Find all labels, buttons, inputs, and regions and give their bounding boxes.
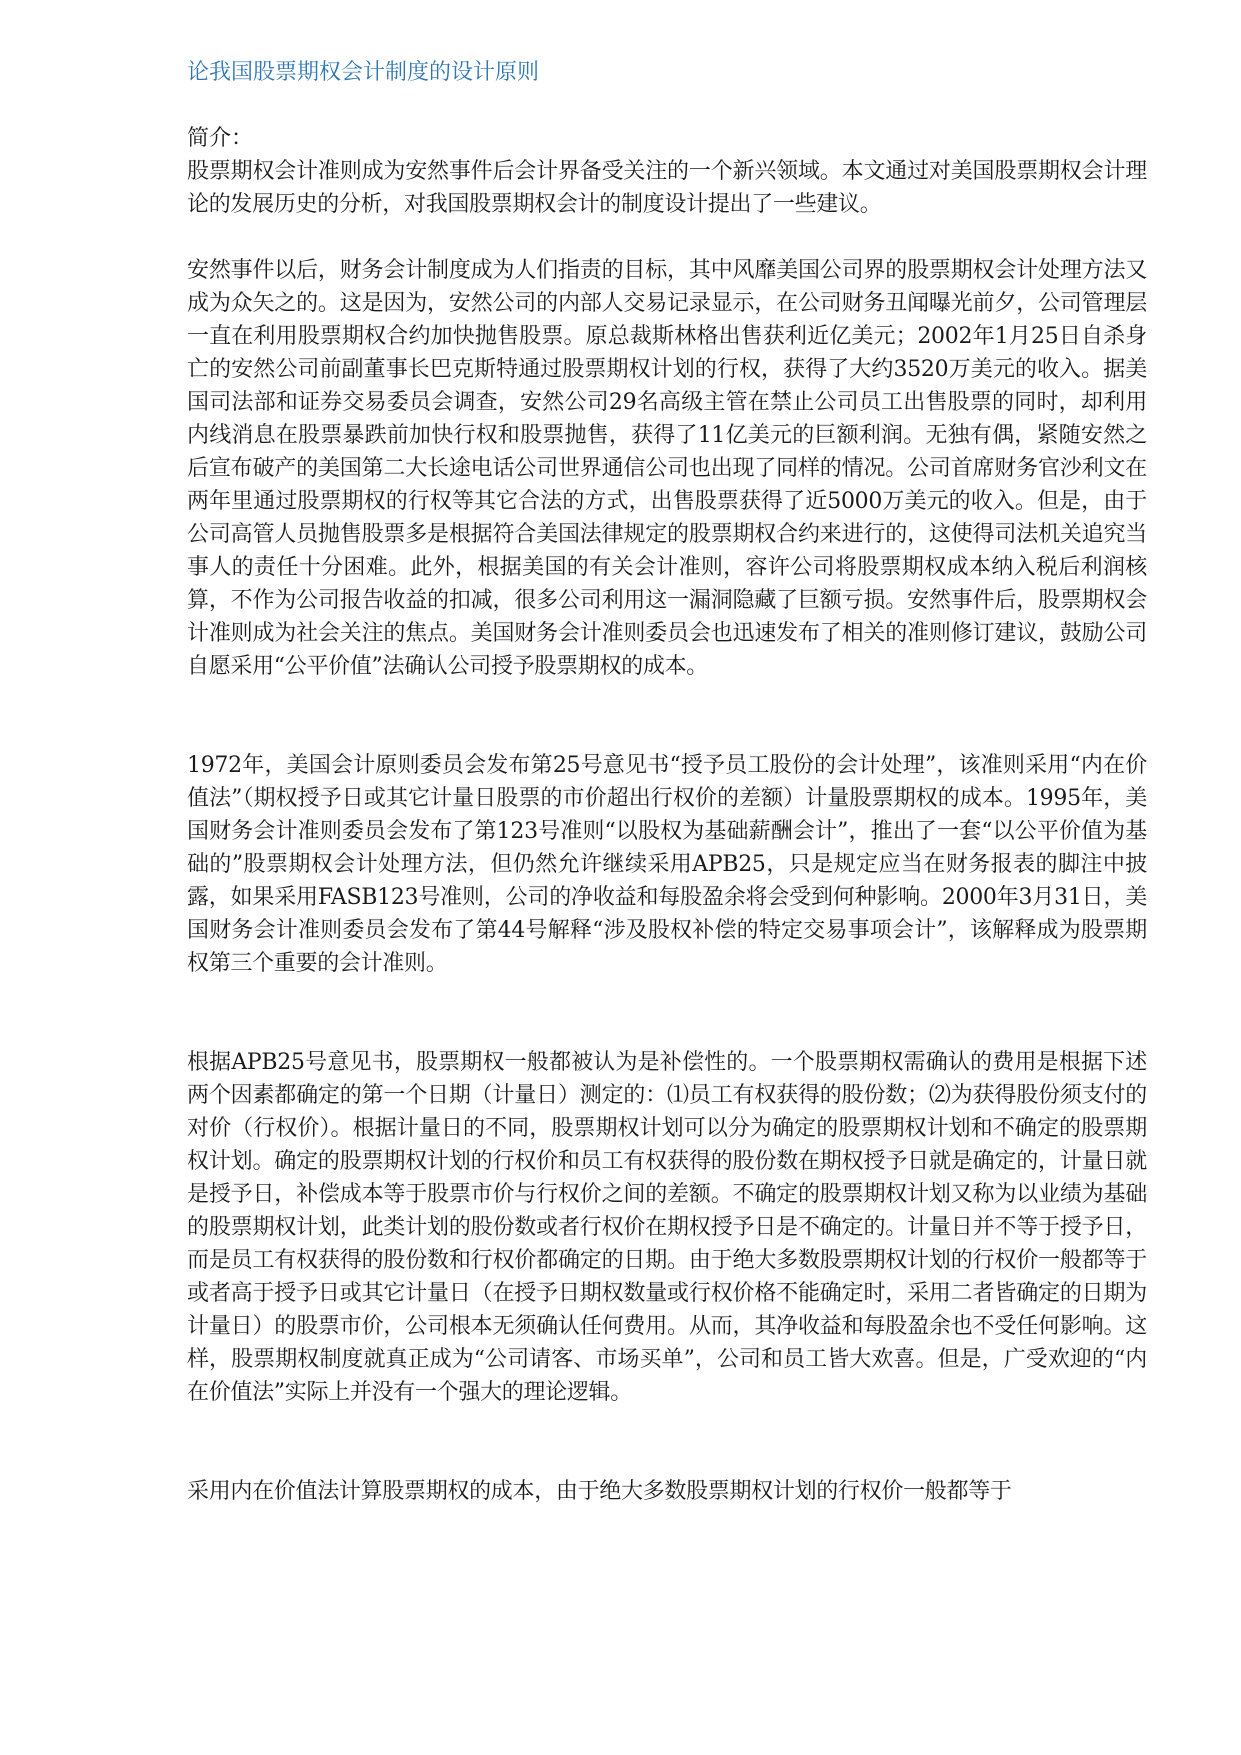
body-paragraph-2: 1972年，美国会计原则委员会发布第25号意见书“授予员工股份的会计处理”，该准则采用“内在价值法”（期权授予日或其它计量日股票的市价超出行权价的差额）计量股票期权的成本。1995年，美国财务会计准则委员会发布了第123号准则“以股权为基础薪酬会计”，推出了一套“以公平价值为基础的”股票期权会计处理方法，但仍然允许继续采用APB25，只是规定应当在财务报表的脚注中披露，如果采用FASB123号准则，公司的净收益和每股盈余将会受到何种影响。2000年3月31日，美国财务会计准则委员会发布了第44号解释“涉及股权补偿的特定交易事项会计”，该解释成为股票期权第三个重要的会计准则。: [187, 753, 1147, 976]
paragraph-spacer: [187, 980, 1147, 1046]
body-paragraph-3: 根据APB25号意见书，股票期权一般都被认为是补偿性的。一个股票期权需确认的费用是根据下述两个因素都确定的第一个日期（计量日）测定的：⑴员工有权获得的股份数；⑵为获得股份须支付的对价（行权价）。根据计量日的不同，股票期权计划可以分为确定的股票期权计划和不确定的股票期权计划。确定的股票期权计划的行权价和员工有权获得的股份数在期权授予日就是确定的，计量日就是授予日，补偿成本等于股票市价与行权价之间的差额。不确定的股票期权计划又称为以业绩为基础的股票期权计划，此类计划的股份数或者行权价在期权授予日是不确定的。计量日并不等于授予日，而是员工有权获得的股份数和行权价都确定的日期。由于绝大多数股票期权计划的行权价一般都等于或者高于授予日或其它计量日（在授予日期权数量或行权价格不能确定时，采用二者皆确定的日期为计量日）的股票市价，公司根本无须确认任何费用。从而，其净收益和每股盈余也不受任何影响。这样，股票期权制度就真正成为“公司请客、市场买单”，公司和员工皆大欢喜。但是，广受欢迎的“内在价值法”实际上并没有一个强大的理论逻辑。: [187, 1050, 1147, 1405]
body-paragraph-4: 采用内在价值法计算股票期权的成本，由于绝大多数股票期权计划的行权价一般都等于: [187, 1479, 1012, 1504]
document-page: [187, 52, 1147, 1508]
document-title: 论我国股票期权会计制度的设计原则: [187, 60, 540, 85]
paragraph-spacer: [187, 683, 1147, 749]
intro-paragraph: 股票期权会计准则成为安然事件后会计界备受关注的一个新兴领域。本文通过对美国股票期权会计理论的发展历史的分析，对我国股票期权会计的制度设计提出了一些建议。: [187, 159, 1147, 217]
body-paragraph-1: 安然事件以后，财务会计制度成为人们指责的目标，其中风靡美国公司界的股票期权会计处理方法又成为众矢之的。这是因为，安然公司的内部人交易记录显示，在公司财务丑闻曝光前夕，公司管理层一直在利用股票期权合约加快抛售股票。原总裁斯林格出售获利近亿美元；2002年1月25日自杀身亡的安然公司前副董事长巴克斯特通过股票期权计划的行权，获得了大约3520万美元的收入。据美国司法部和证券交易委员会调查，安然公司29名高级主管在禁止公司员工出售股票的同时，却利用内线消息在股票暴跌前加快行权和股票抛售，获得了11亿美元的巨额利润。无独有偶，紧随安然之后宣布破产的美国第二大长途电话公司世界通信公司也出现了同样的情况。公司首席财务官沙利文在两年里通过股票期权的行权等其它合法的方式，出售股票获得了近5000万美元的收入。但是，由于公司高管人员抛售股票多是根据符合美国法律规定的股票期权合约来进行的，这使得司法机关追究当事人的责任十分困难。此外，根据美国的有关会计准则，容许公司将股票期权成本纳入税后利润核算，不作为公司报告收益的扣减，很多公司利用这一漏洞隐藏了巨额亏损。安然事件后，股票期权会计准则成为社会关注的焦点。美国财务会计准则委员会也迅速发布了相关的准则修订建议，鼓励公司自愿采用“公平价值”法确认公司授予股票期权的成本。: [187, 258, 1147, 679]
paragraph-spacer: [187, 221, 1147, 254]
paragraph-spacer: [187, 1409, 1147, 1475]
intro-label: 简介：: [187, 126, 254, 151]
